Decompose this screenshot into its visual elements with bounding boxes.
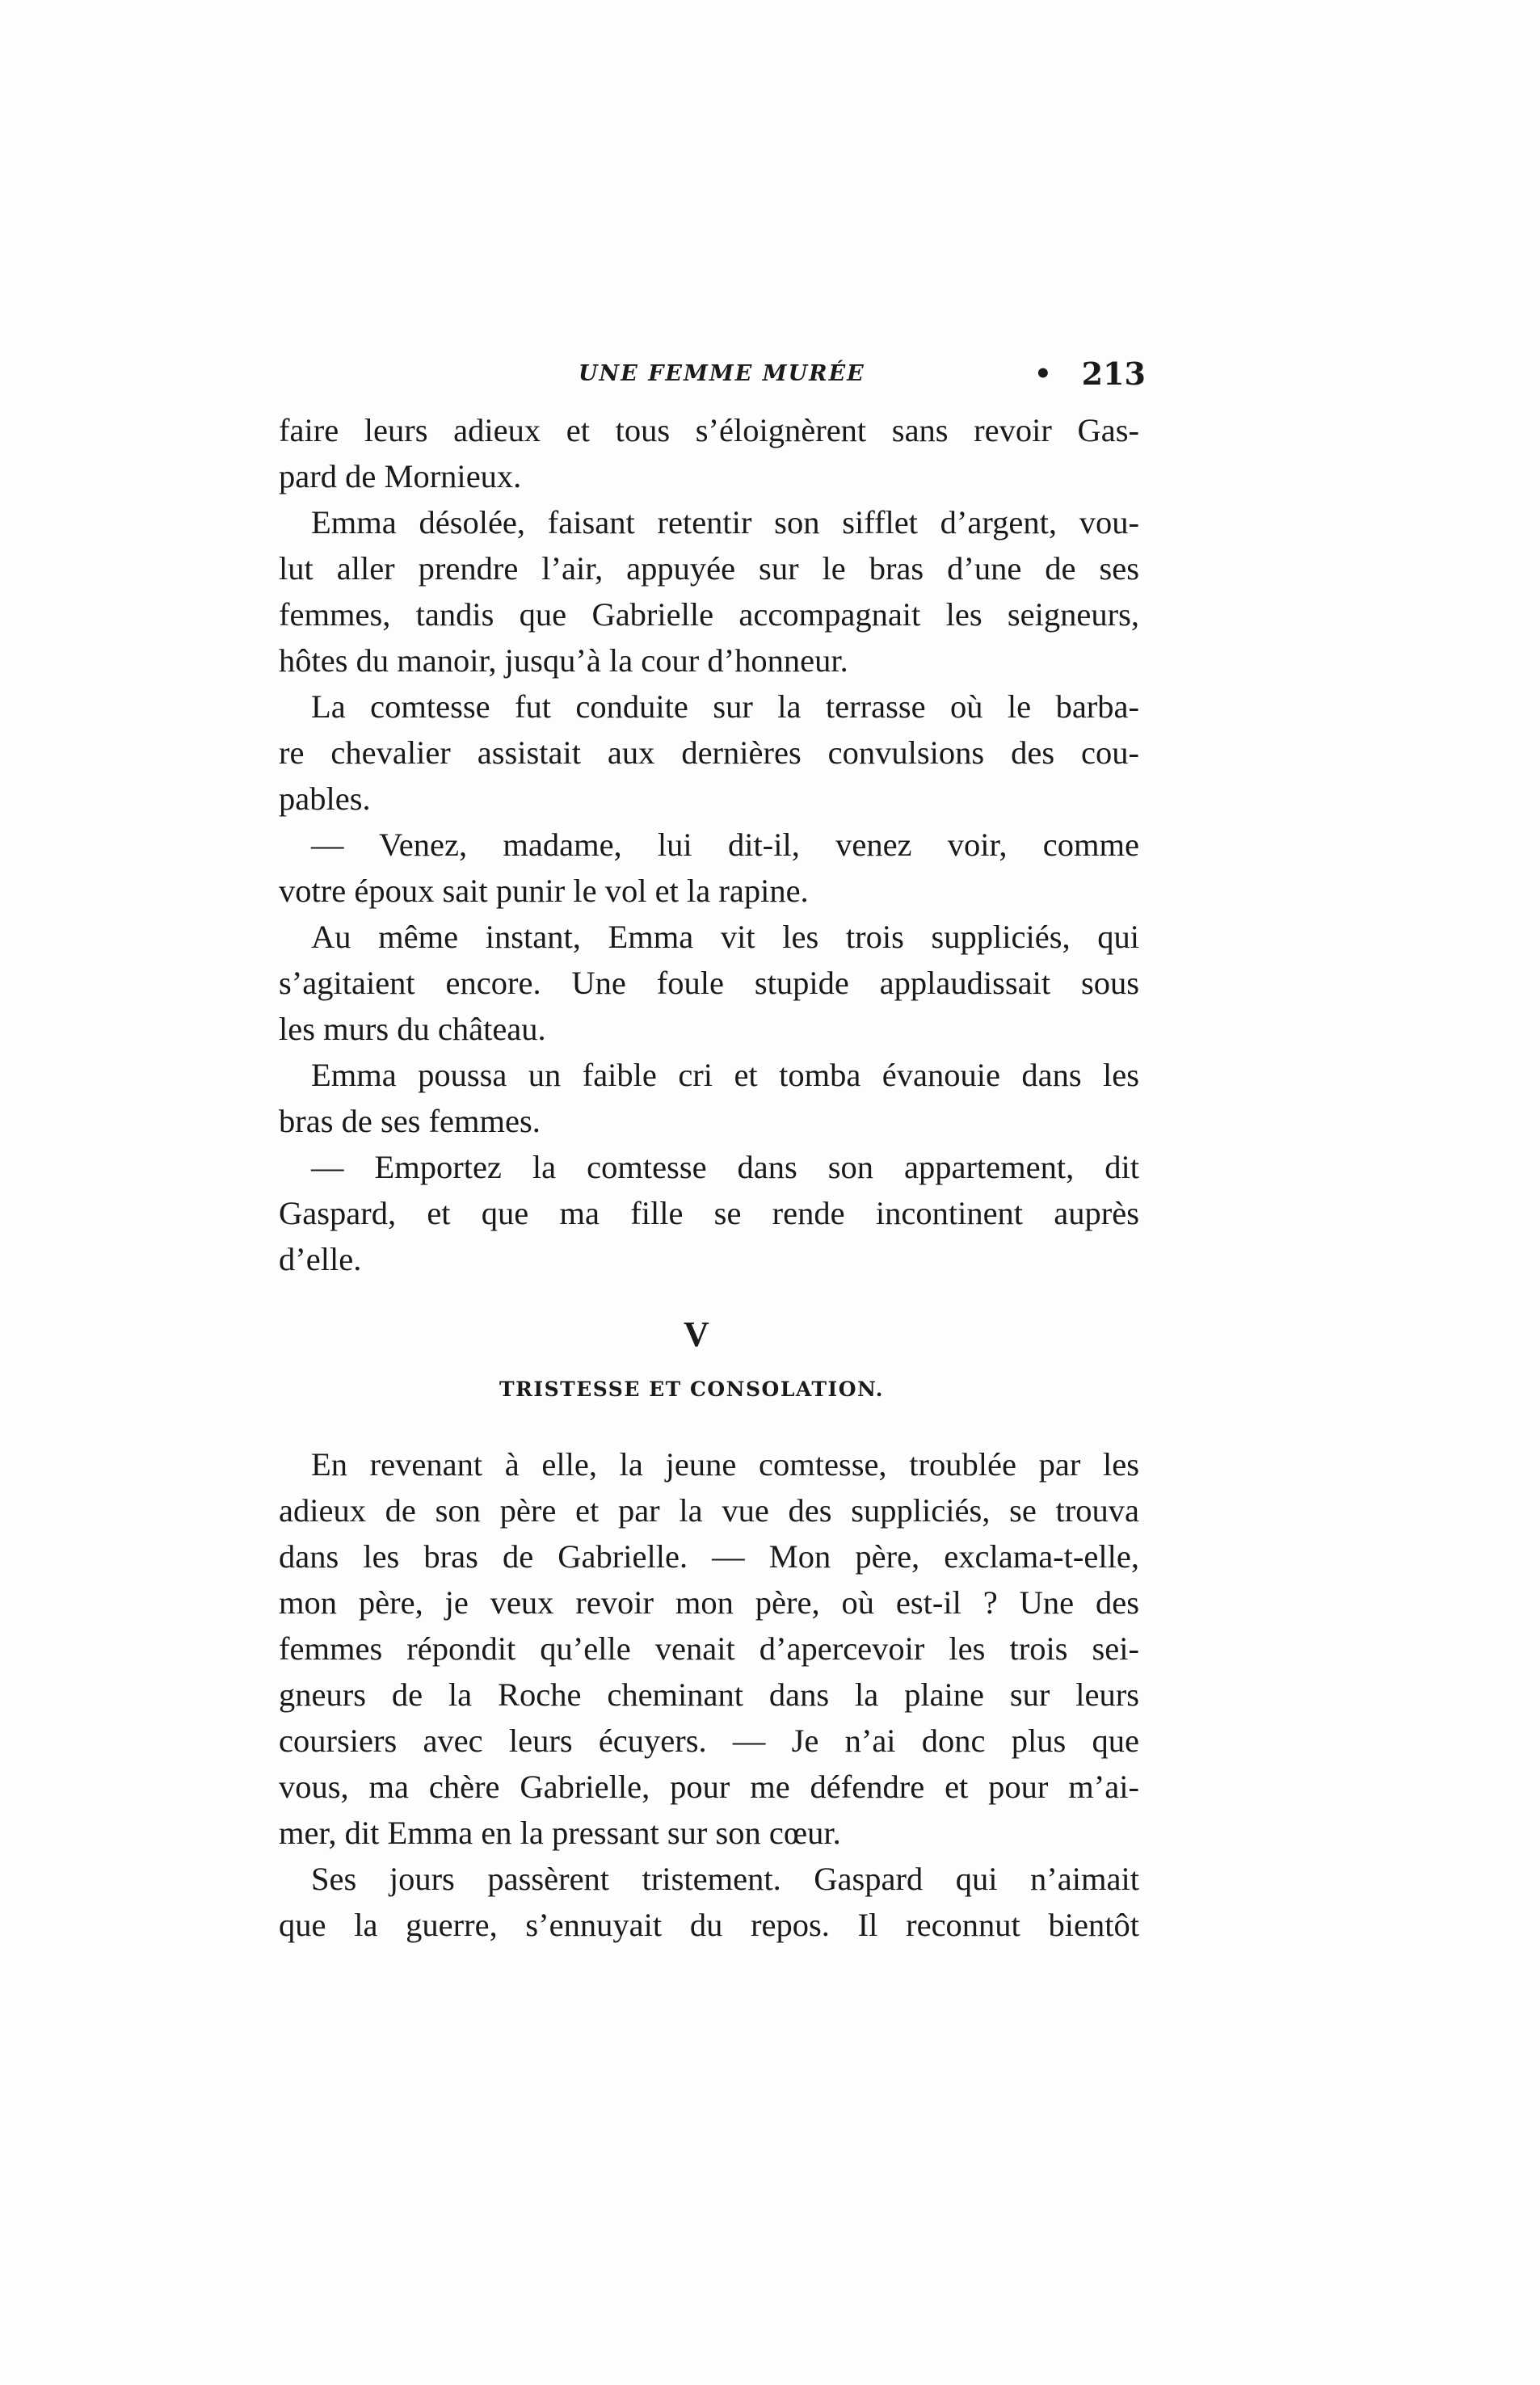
paragraph bbox=[279, 822, 1139, 914]
text-line: votre époux sait punir le vol et la rapine. bbox=[279, 873, 809, 909]
paragraph bbox=[279, 1144, 1139, 1282]
text-line: lut aller prendre l’air, appuyée sur le bras d’une de ses bbox=[279, 550, 1139, 587]
text-line: Emma désolée, faisant retentir son sifflet d’argent, vou- bbox=[311, 504, 1139, 541]
chapter-number: V bbox=[684, 1314, 709, 1354]
text-line: Ses jours passèrent tristement. Gaspard qui n’aimait bbox=[311, 1861, 1139, 1897]
text-line: pables. bbox=[279, 780, 371, 817]
text-line: femmes, tandis que Gabrielle accompagnait les seigneurs, bbox=[279, 596, 1139, 633]
page-number: 213 bbox=[1081, 355, 1146, 392]
text-block-1 bbox=[279, 407, 1139, 1282]
paragraph bbox=[279, 407, 1139, 499]
paragraph bbox=[279, 499, 1139, 684]
text-line: bras de ses femmes. bbox=[279, 1103, 541, 1139]
text-line: En revenant à elle, la jeune comtesse, troublée par les bbox=[311, 1446, 1139, 1483]
text-line: hôtes du manoir, jusqu’à la cour d’honneur. bbox=[279, 642, 848, 679]
text-block-2 bbox=[279, 1441, 1139, 1948]
text-line: Au même instant, Emma vit les trois suppliciés, qui bbox=[311, 919, 1139, 955]
running-title: UNE FEMME MURÉE bbox=[579, 361, 865, 386]
text-line: femmes répondit qu’elle venait d’apercevoir les trois sei- bbox=[279, 1630, 1139, 1667]
text-line: dans les bras de Gabrielle. — Mon père, exclama-t-elle, bbox=[279, 1538, 1139, 1575]
text-line: vous, ma chère Gabrielle, pour me défendre et pour m’ai- bbox=[279, 1769, 1139, 1805]
text-line: Emma poussa un faible cri et tomba évanouie dans les bbox=[311, 1057, 1139, 1093]
header-ornament: • bbox=[1034, 358, 1052, 390]
text-line: La comtesse fut conduite sur la terrasse où le barba- bbox=[311, 688, 1139, 725]
text-line: mer, dit Emma en la pressant sur son cœur. bbox=[279, 1815, 841, 1851]
paragraph bbox=[279, 1856, 1139, 1948]
text-line: — Emportez la comtesse dans son appartement, dit bbox=[311, 1149, 1139, 1185]
paragraph bbox=[279, 684, 1139, 822]
text-line: d’elle. bbox=[279, 1241, 362, 1277]
text-line: adieux de son père et par la vue des suppliciés, se trouva bbox=[279, 1492, 1139, 1529]
text-line: les murs du château. bbox=[279, 1011, 546, 1047]
paragraph bbox=[279, 1441, 1139, 1856]
text-line: mon père, je veux revoir mon père, où est-il ? Une des bbox=[279, 1584, 1139, 1621]
paragraph bbox=[279, 914, 1139, 1052]
text-line: re chevalier assistait aux dernières convulsions des cou- bbox=[279, 734, 1139, 771]
text-line: gneurs de la Roche cheminant dans la plaine sur leurs bbox=[279, 1676, 1139, 1713]
text-line: Gaspard, et que ma fille se rende incontinent auprès bbox=[279, 1195, 1139, 1231]
text-line: que la guerre, s’ennuyait du repos. Il reconnut bientôt bbox=[279, 1907, 1139, 1943]
text-line: s’agitaient encore. Une foule stupide applaudissait sous bbox=[279, 965, 1139, 1001]
text-line: pard de Mornieux. bbox=[279, 458, 522, 494]
running-header bbox=[273, 354, 1146, 394]
text-line: coursiers avec leurs écuyers. — Je n’ai donc plus que bbox=[279, 1722, 1139, 1759]
text-line: faire leurs adieux et tous s’éloignèrent sans revoir Gas- bbox=[279, 412, 1139, 448]
text-line: — Venez, madame, lui dit-il, venez voir, comme bbox=[311, 827, 1139, 863]
paragraph bbox=[279, 1052, 1139, 1144]
chapter-title: TRISTESSE ET CONSOLATION. bbox=[499, 1378, 884, 1401]
